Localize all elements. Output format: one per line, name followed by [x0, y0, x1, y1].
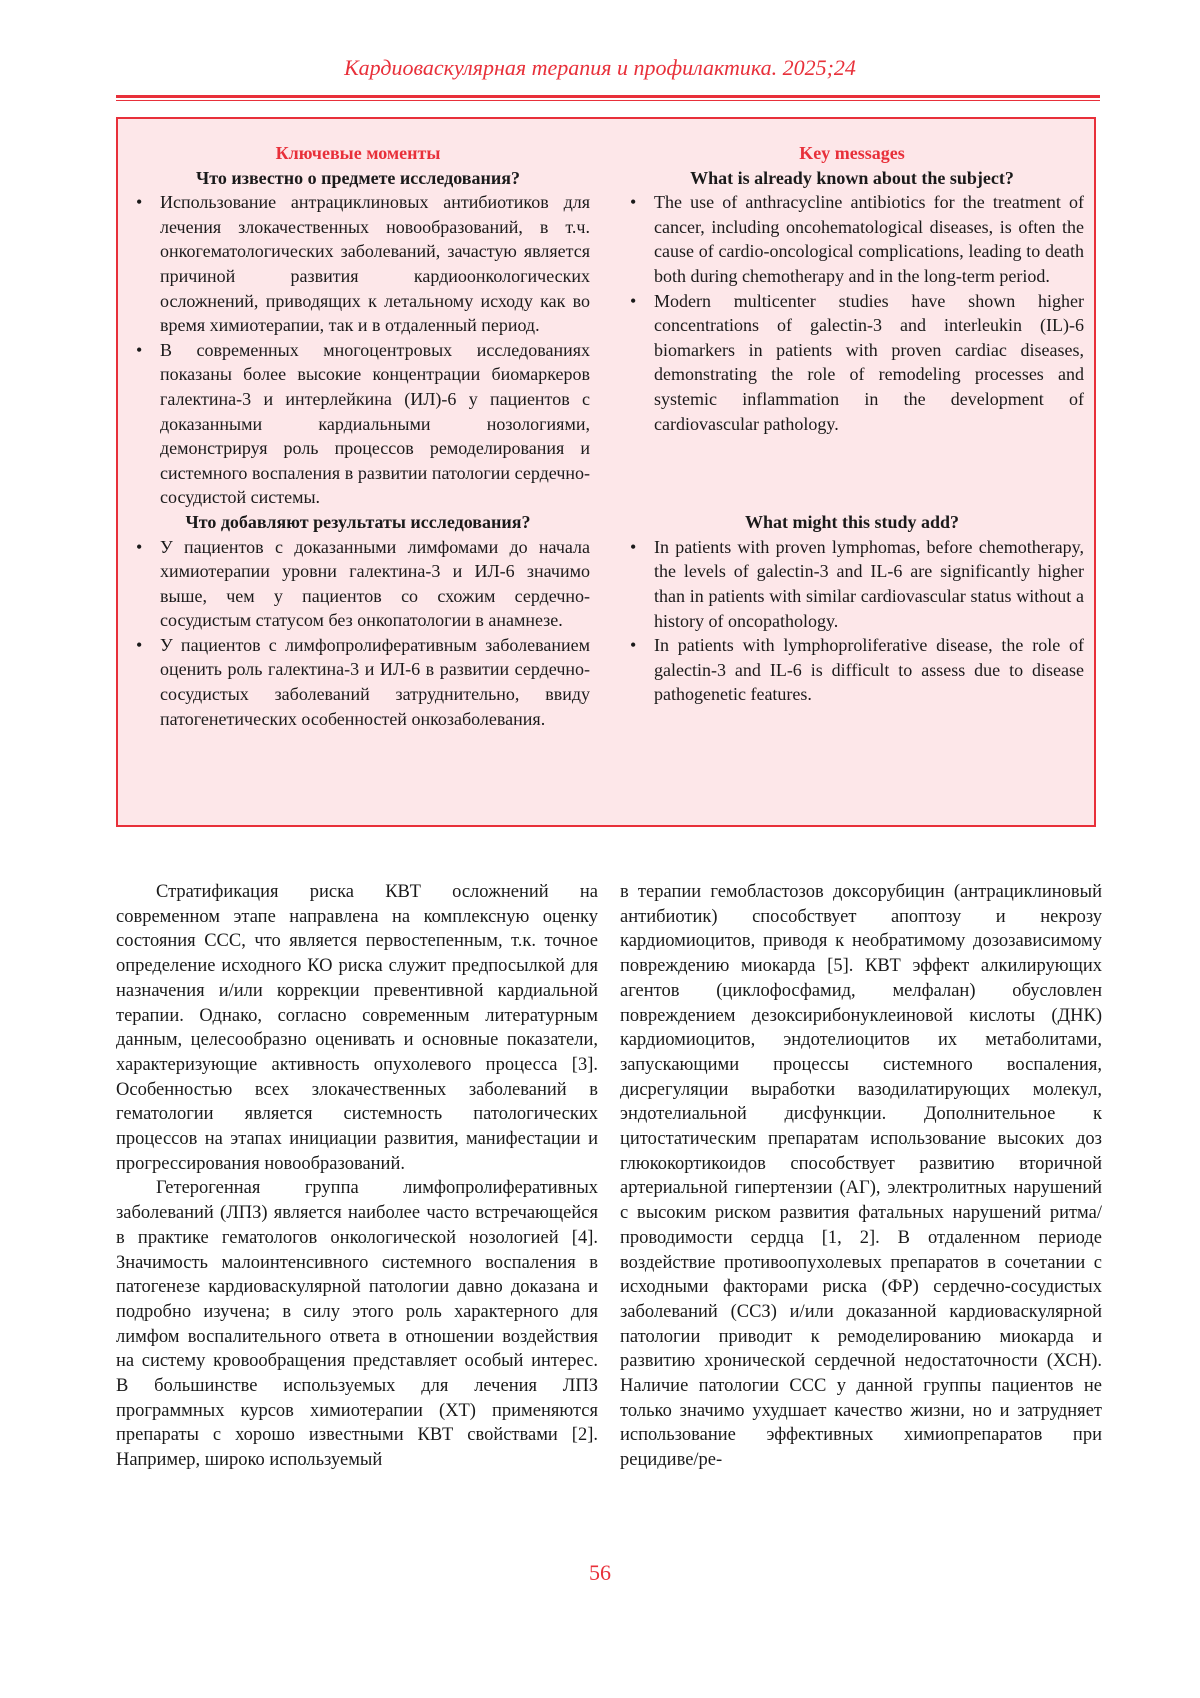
key-messages-en	[620, 141, 1084, 707]
paragraph: Стратификация риска КВТ осложнений на современном этапе направлена на комплексную оценку состояния ССС, что является первостепенным, т.к. точное определение исходного КО риска служит предпосылкой для назначения и/или коррекции превентивной кардиальной терапии. Однако, согласно современным литературным данным, целесообразно оценивать и основные показатели, характеризующие активность опухолевого процесса [3]. Особенностью всех злокачественных заболеваний в гематологии является системность патологических процессов на этапах инициации развития, манифестации и прогрессирования новообразований.	[116, 880, 598, 1176]
key-messages-title-ru: Ключевые моменты	[126, 141, 590, 166]
known-list-en	[620, 190, 1084, 436]
key-messages-ru	[126, 141, 590, 731]
list-item: • У пациентов с лимфопролиферативным заболеванием оценить роль галектина-3 и ИЛ-6 в развитии сердечно-сосудистых заболеваний затруднительно, ввиду патогенетических особенностей онкозаболевания.	[160, 633, 590, 731]
header-rule	[116, 95, 1100, 98]
list-item: • In patients with lymphoproliferative disease, the role of galectin-3 and IL-6 is difficult to assess due to disease pathogenetic features.	[654, 633, 1084, 707]
key-messages-title-en: Key messages	[620, 141, 1084, 166]
add-list-ru	[126, 535, 590, 732]
known-list-ru	[126, 190, 590, 510]
add-heading-ru: Что добавляют результаты исследования?	[126, 510, 590, 535]
list-item: • In patients with proven lymphomas, before chemotherapy, the levels of galectin-3 and IL-6 are significantly higher than in patients with similar cardiovascular status without a history of oncopathology.	[654, 535, 1084, 633]
known-heading-en: What is already known about the subject?	[620, 166, 1084, 191]
known-heading-ru: Что известно о предмете исследования?	[126, 166, 590, 191]
page-number: 56	[0, 1560, 1200, 1586]
list-item: • У пациентов с доказанными лимфомами до начала химиотерапии уровни галектина-3 и ИЛ-6 значимо выше, чем у пациентов со схожим сердечно-сосудистым статусом без онкопатологии в анамнезе.	[160, 535, 590, 633]
list-item: • В современных многоцентровых исследованиях показаны более высокие концентрации биомаркеров галектина-3 и интерлейкина (ИЛ)-6 у пациентов с доказанными кардиальными нозологиями, демонстрируя роль процессов ремоделирования и системного воспаления в развитии патологии сердечно-сосудистой системы.	[160, 338, 590, 510]
body-column-right	[620, 880, 1102, 1473]
add-heading-en: What might this study add?	[620, 510, 1084, 535]
header-rule-thin	[116, 100, 1100, 101]
list-item: • Использование антрациклиновых антибиотиков для лечения злокачественных новообразований, в т.ч. онкогематологических заболеваний, зачастую является причиной развития кардиоонкологических осложнений, приводящих к летальному исходу как во время химиотерапии, так и в отдаленный период.	[160, 190, 590, 338]
paragraph: в терапии гемобластозов доксорубицин (антрациклиновый антибиотик) способствует апоптозу и некрозу кардиомиоцитов, приводя к необратимому дозозависимому повреждению миокарда [5]. КВТ эффект алкилирующих агентов (циклофосфамид, мелфалан) обусловлен повреждением дезоксирибонуклеиновой кислоты (ДНК) кардиомиоцитов, эндотелиоцитов их метаболитами, запускающими процессы системного воспаления, дисрегуляции выработки вазодилатирующих молекул, эндотелиальной дисфункции. Дополнительное к цитостатическим препаратам использование высоких доз глюкокортикоидов способствует развитию вторичной артериальной гипертензии (АГ), электролитных нарушений с высоким риском развития фатальных нарушений ритма/проводимости сердца [1, 2]. В отдаленном периоде воздействие противоопухолевых препаратов в сочетании с исходными факторами риска (ФР) сердечно-сосудистых заболеваний (ССЗ) и/или доказанной кардиоваскулярной патологии приводит к ремоделированию миокарда и развитию хронической сердечной недостаточности (ХСН). Наличие патологии ССС у данной группы пациентов не только значимо ухудшает качество жизни, но и затрудняет использование эффективных химиопрепаратов при рецидиве/ре-	[620, 880, 1102, 1473]
paragraph: Гетерогенная группа лимфопролиферативных заболеваний (ЛПЗ) является наиболее часто встречающейся в практике гематологов онкологической нозологией [4]. Значимость малоинтенсивного системного воспаления в патогенезе кардиоваскулярной патологии давно доказана и подробно изучена; в силу этого роль характерного для лимфом воспалительного ответа в отношении воздействия на систему кровообращения представляет особый интерес. В большинстве используемых для лечения ЛПЗ программных курсов химиотерапии (ХТ) применяются препараты с хорошо известными КВТ свойствами [2]. Например, широко используемый	[116, 1176, 598, 1472]
running-title: Кардиоваскулярная терапия и профилактика. 2025;24	[0, 55, 1200, 81]
add-list-en	[620, 535, 1084, 707]
key-messages-box	[116, 117, 1096, 827]
body-column-left	[116, 880, 598, 1473]
list-item: • Modern multicenter studies have shown higher concentrations of galectin-3 and interleukin (IL)-6 biomarkers in patients with proven cardiac diseases, demonstrating the role of remodeling processes and systemic inflammation in the development of cardiovascular pathology.	[654, 289, 1084, 437]
list-item: • The use of anthracycline antibiotics for the treatment of cancer, including oncohematological diseases, is often the cause of cardio-oncological complications, leading to death both during chemotherapy and in the long-term period.	[654, 190, 1084, 288]
